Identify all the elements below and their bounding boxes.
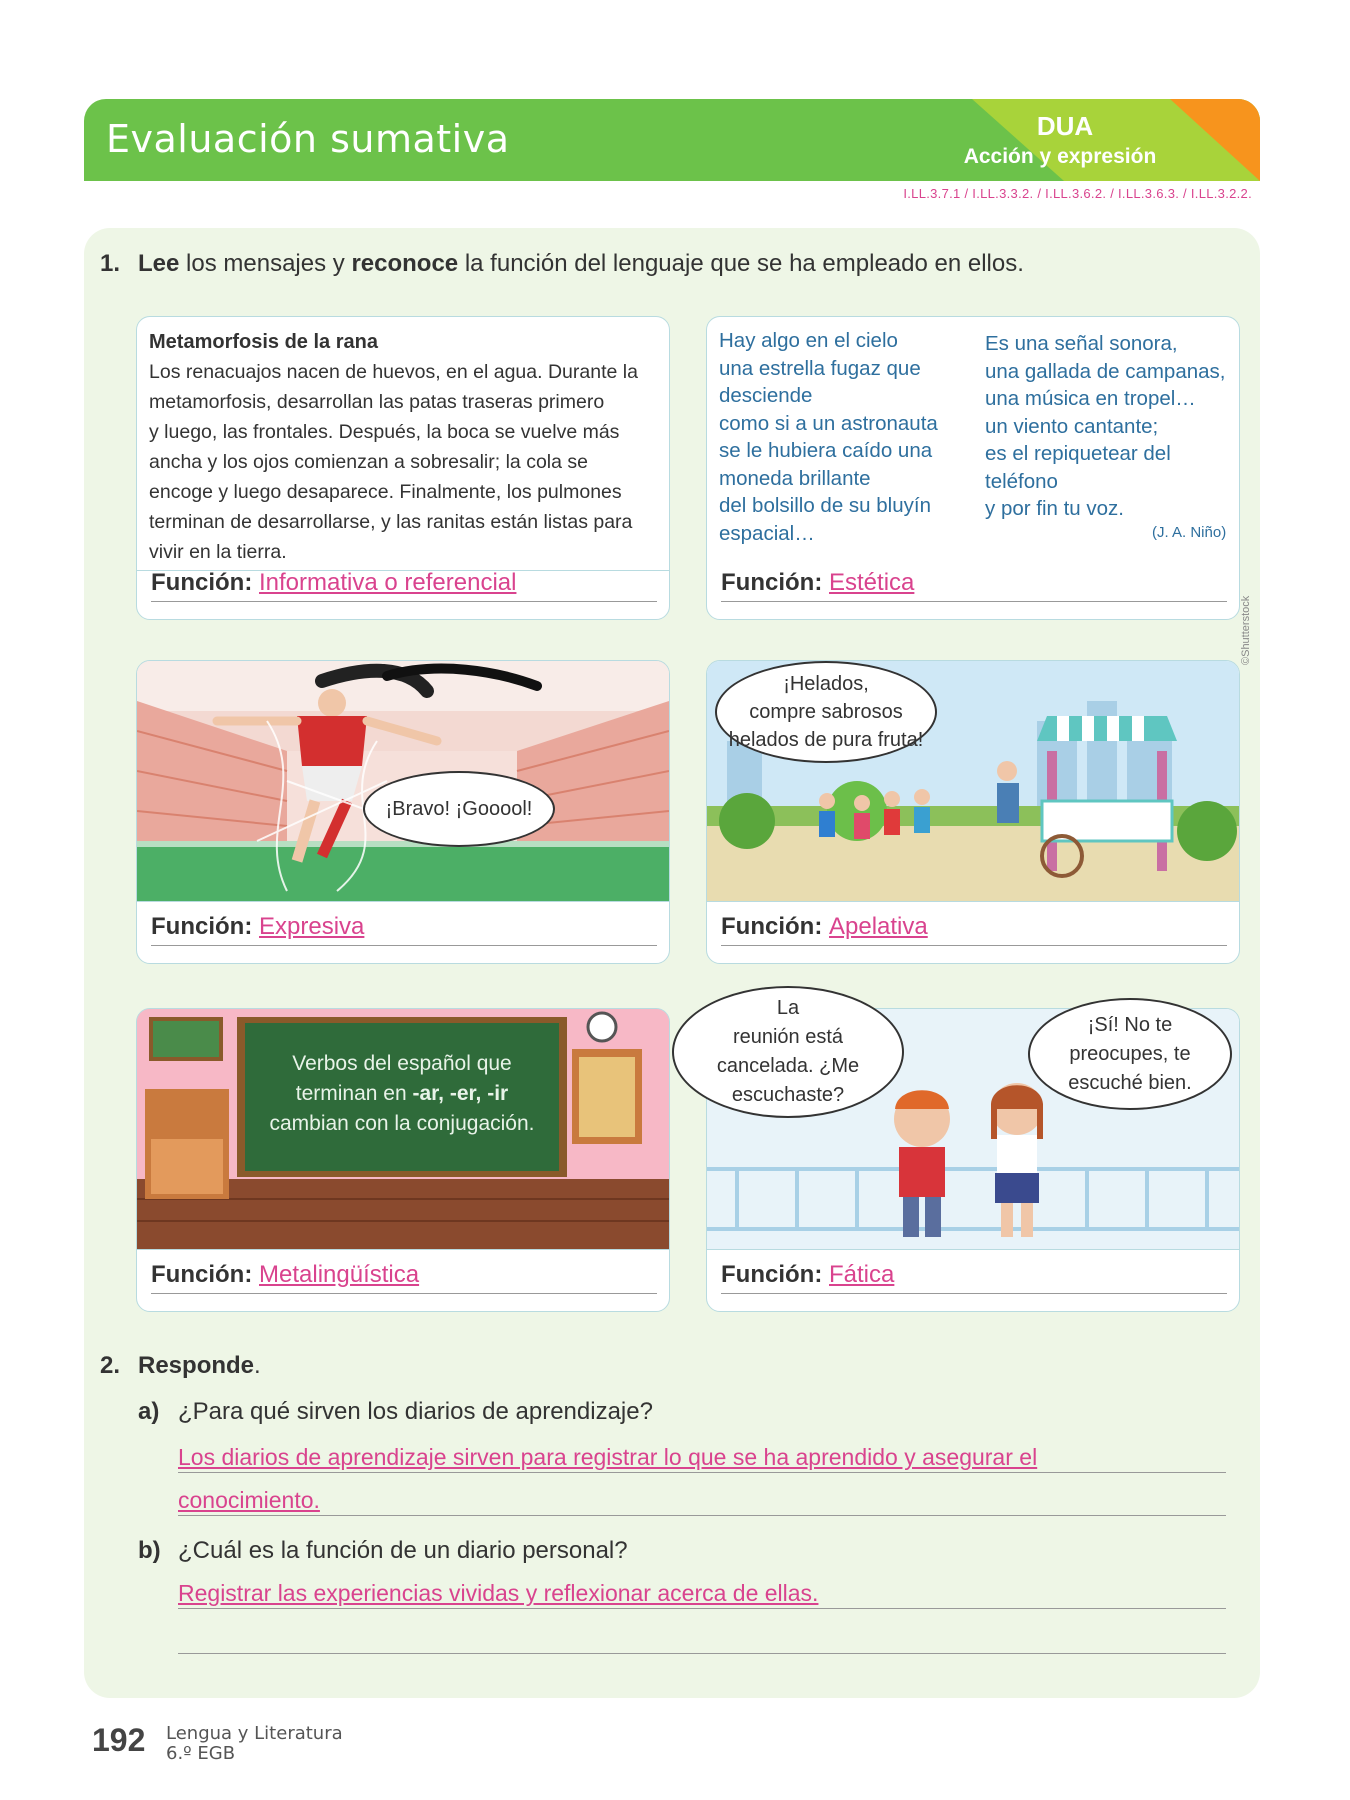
kids-speech-bubble-left — [672, 986, 904, 1118]
board-fragment: terminan en — [295, 1082, 413, 1105]
footer-subject: Lengua y Literatura — [166, 1723, 343, 1744]
card-poems — [706, 316, 1240, 620]
poem-line: una estrella fugaz que — [719, 356, 921, 380]
card-icecream — [706, 660, 1240, 964]
card1-line: metamorfosis, desarrollan las patas traseras primero — [149, 391, 605, 413]
card4-answer[interactable]: Apelativa — [829, 913, 928, 940]
q2a-question: ¿Para qué sirven los diarios de aprendizaje? — [178, 1398, 653, 1425]
poem-line: Hay algo en el cielo — [719, 329, 898, 352]
bubble-line: La — [776, 997, 800, 1019]
q1-number: 1. — [100, 250, 121, 277]
card4-function-label: Función: — [721, 913, 823, 940]
poem-line: una gallada de campanas, — [985, 359, 1226, 383]
q2b-label: b) — [138, 1537, 161, 1564]
card1-answer[interactable]: Informativa o referencial — [259, 569, 517, 596]
bubble-line: ¡Helados, — [783, 673, 869, 695]
card6-function-label: Función: — [721, 1261, 823, 1288]
card2-function-label: Función: — [721, 569, 823, 596]
card5-answer-line — [151, 1293, 657, 1294]
bubble-line: preocupes, te — [1069, 1042, 1191, 1065]
poem-author: (J. A. Niño) — [1152, 524, 1227, 541]
bubble-line: escuchaste? — [731, 1084, 845, 1106]
card-soccer — [136, 660, 670, 964]
page-title: Evaluación sumativa — [106, 117, 510, 161]
board-line: Verbos del español que — [292, 1052, 512, 1075]
card3-function-label: Función: — [151, 913, 253, 940]
q2-title-period: . — [254, 1352, 261, 1379]
q2-title-text: Responde — [138, 1352, 255, 1379]
poem-line: como si a un astronauta — [719, 411, 938, 435]
bubble-line: reunión está — [732, 1026, 844, 1048]
q2b-rule-2 — [178, 1653, 1226, 1654]
poem-line: Es una señal sonora, — [985, 332, 1178, 355]
card2-answer-line — [721, 601, 1227, 602]
q2b-rule-1 — [178, 1608, 1226, 1609]
indicator-codes: I.LL.3.7.1 / I.LL.3.3.2. / I.LL.3.6.2. / I.LL.3.6.3. / I.LL.3.2.2. — [903, 186, 1252, 201]
q2a-answer-line1[interactable]: Los diarios de aprendizaje sirven para registrar lo que se ha aprendido y asegurar el — [178, 1444, 1038, 1470]
card1-line: vivir en la tierra. — [149, 541, 287, 563]
kids-speech-bubble-right — [1028, 998, 1232, 1110]
poem-line: es el repiquetear del — [985, 442, 1171, 465]
image-credit: ©Shutterstock — [1240, 595, 1252, 665]
q2-number: 2. — [100, 1352, 121, 1379]
q2b-answer[interactable]: Registrar las experiencias vividas y reflexionar acerca de ellas. — [178, 1580, 819, 1606]
dua-title: DUA — [1036, 111, 1094, 141]
poem-line: desciende — [719, 384, 813, 407]
board-line — [245, 1079, 559, 1109]
bubble-line: helados de pura fruta! — [728, 729, 924, 751]
bubble-line: cancelada. ¿Me — [716, 1055, 860, 1077]
q2a-rule-1 — [178, 1472, 1226, 1473]
bubble-line: ¡Sí! No te — [1087, 1013, 1173, 1036]
q2-title — [138, 1352, 261, 1380]
q2a-answer-line2[interactable]: conocimiento. — [178, 1487, 320, 1513]
bubble-line: compre sabrosos — [749, 701, 903, 723]
poem-left — [719, 327, 938, 547]
card3-answer[interactable]: Expresiva — [259, 913, 365, 940]
q2a-label: a) — [138, 1398, 160, 1425]
card1-line: encoge y luego desaparece. Finalmente, los pulmones — [149, 481, 622, 503]
soccer-speech-bubble: ¡Bravo! ¡Gooool! — [363, 771, 555, 847]
card5-function-label: Función: — [151, 1261, 253, 1288]
bubble-line: escuché bien. — [1068, 1071, 1192, 1094]
poem-line: un viento cantante; — [985, 414, 1159, 438]
page-number: 192 — [92, 1722, 146, 1758]
q1-bold-recognize: reconoce — [351, 250, 459, 277]
board-endings: -ar, -er, -ir — [412, 1082, 509, 1105]
card1-line: y luego, las frontales. Después, la boca se vuelve más — [149, 421, 620, 443]
card6-answer[interactable]: Fática — [829, 1261, 895, 1288]
poem-line: espacial… — [719, 521, 815, 545]
poem-line: y por fin tu voz. — [985, 497, 1125, 520]
card4-answer-line — [721, 945, 1227, 946]
card5-answer[interactable]: Metalingüística — [259, 1261, 420, 1288]
q1-text-2: la función del lenguaje que se ha empleado en ellos. — [458, 250, 1024, 277]
poem-line: se le hubiera caído una — [719, 439, 933, 462]
card-frog-text — [136, 316, 670, 620]
card1-line: terminan de desarrollarse, y las ranitas están listas para — [149, 511, 633, 533]
poem-line: una música en tropel… — [985, 387, 1196, 410]
card6-answer-line — [721, 1293, 1227, 1294]
q1-instruction — [138, 250, 1024, 278]
poem-line: teléfono — [985, 469, 1058, 493]
poem-line: del bolsillo de su bluyín — [719, 494, 931, 517]
card3-answer-line — [151, 945, 657, 946]
q2a-rule-2 — [178, 1515, 1226, 1516]
poem-right — [985, 330, 1226, 523]
card2-answer[interactable]: Estética — [829, 569, 915, 596]
card-classroom — [136, 1008, 670, 1312]
board-line: cambian con la conjugación. — [269, 1112, 535, 1135]
dua-subtitle: Acción y expresión — [963, 145, 1157, 168]
card1-function-label: Función: — [151, 569, 253, 596]
footer-grade: 6.º EGB — [166, 1743, 236, 1764]
poem-line: moneda brillante — [719, 466, 871, 490]
icecream-speech-bubble — [715, 661, 937, 763]
q2b-question: ¿Cuál es la función de un diario personal? — [178, 1537, 628, 1564]
card1-line: Los renacuajos nacen de huevos, en el agua. Durante la — [149, 361, 638, 383]
card1-line: ancha y los ojos comienzan a sobresalir; la cola se — [149, 451, 588, 473]
q1-text-1: los mensajes y — [179, 250, 352, 277]
card1-answer-line — [151, 601, 657, 602]
q1-bold-read: Lee — [138, 250, 180, 277]
blackboard-text — [245, 1049, 559, 1139]
card1-body — [149, 357, 638, 567]
card1-title: Metamorfosis de la rana — [149, 331, 378, 353]
